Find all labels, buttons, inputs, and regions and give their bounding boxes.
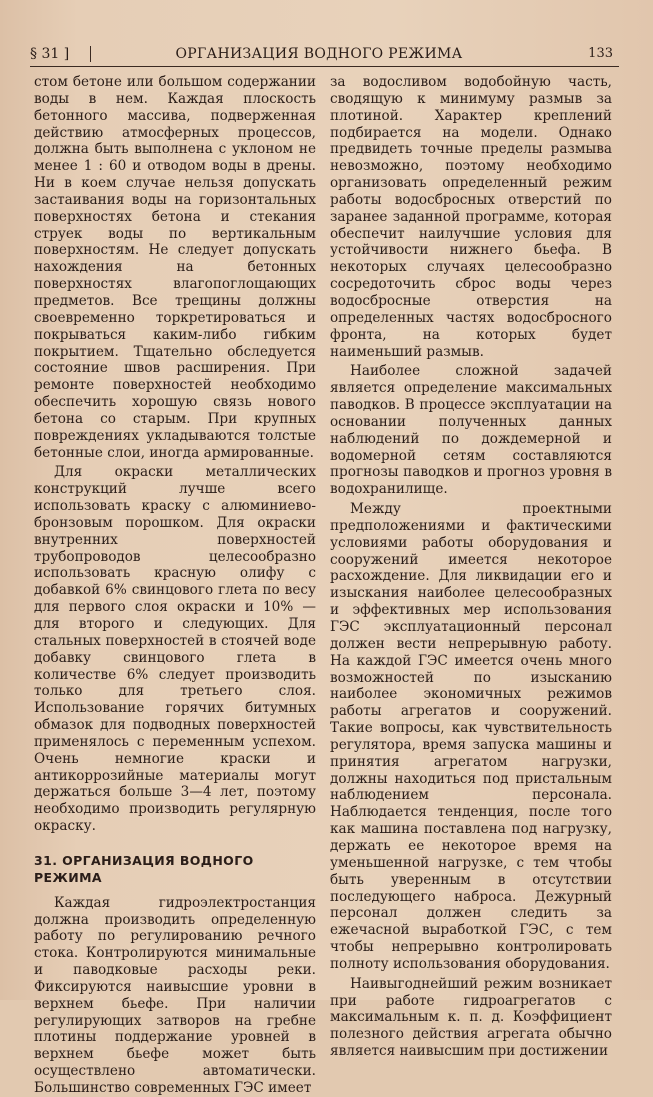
paragraph: стом бетоне или большом содержании воды в нем. Каждая плоскость бетонного массива, подверженная действию атмосферных процессов, должна быть выполнена с уклоном не менее 1 : 60 и отводом воды в дрены. Ни в коем случае нельзя допускать застаивания воды на горизонтальных поверхностях бетона и стекания струек воды по вертикальным поверхностям. Не следует допускать нахождения на бетонных поверхностях влагопоглощающих предметов. Все трещины должны своевременно торкретироваться и покрываться каким-либо гибким покрытием. Тщательно обследуется состояние швов расширения. При ремонте поверхностей необходимо обеспечить хорошую связь нового бетона со старым. При крупных повреждениях укладываются толстые бетонные слои, иногда армированные. [34,74,316,461]
paragraph: Для окраски металлических конструкций лучше всего использовать краску с алюминиево-бронзовым порошком. Для окраски внутренних поверхностей трубопроводов целесообразно использовать красную олифу с добавкой 6% свинцового глета по весу для первого слоя окраски и 10% — для второго и следующих. Для стальных поверхностей в стоячей воде добавку свинцового глета в количестве 6% следует производить только для третьего слоя. Использование горячих битумных обмазок для подводных поверхностей применялось с переменным успехом. Очень немногие краски и антикоррозийные материалы могут держаться больше 3—4 лет, поэтому необходимо производить регулярную окраску. [34,464,316,835]
left-column [34,74,316,1097]
paragraph: Наиболее сложной задачей является определение максимальных паводков. В процессе эксплуатации на основании полученных данных наблюдений по дождемерной и водомерной сетям составляются прогнозы паводков и прогноз уровня в водохранилище. [330,363,612,498]
running-header [30,40,619,67]
running-title: ОРГАНИЗАЦИЯ ВОДНОГО РЕЖИМА [90,46,539,62]
paragraph: Между проектными предположениями и фактическими условиями работы оборудования и сооружений имеется некоторое расхождение. Для ликвидации его и изыскания наиболее целесообразных и эффективных мер использования ГЭС эксплуатационный персонал должен вести непрерывную работу. На каждой ГЭС имеется очень много возможностей по изысканию наиболее экономичных режимов работы агрегатов и сооружений. Такие вопросы, как чувствительность регулятора, время запуска машины и принятия агрегатом нагрузки, должны находиться под пристальным наблюдением персонала. Наблюдается тенденция, после того как машина поставлена под нагрузку, держать ее некоторое время на уменьшенной нагрузке, с тем чтобы быть уверенным в отсутствии последующего наброса. Дежурный персонал должен следить за ежечасной выработкой ГЭС, с тем чтобы непрерывно контролировать полноту использования оборудования. [330,501,612,972]
section-marker: § 31 ] [30,46,70,62]
right-column [330,74,612,1060]
section-heading: 31. ОРГАНИЗАЦИЯ ВОДНОГО РЕЖИМА [34,852,254,885]
paragraph: Каждая гидроэлектростанция должна производить определенную работу по регулированию речного стока. Контролируются минимальные и паводковые расходы реки. Фиксируются наивысшие уровни в верхнем бьефе. При наличии регулирующих затворов на гребне плотины поддержание уровней в верхнем бьефе может быть осуществлено автоматически. Большинство современных ГЭС имеет [34,894,316,1096]
paragraph: за водосливом водобойную часть, сводящую к минимуму размыв за плотиной. Характер креплений подбирается на модели. Однако предвидеть точные пределы размыва невозможно, поэтому необходимо организовать определенный режим работы водосбросных отверстий по заранее заданной программе, которая обеспечит наилучшие условия для устойчивости нижнего бьефа. В некоторых случаях целесообразно сосредоточить сброс воды через водосбросные отверстия на определенных частях водосбросного фронта, на которых будет наименьший размыв. [330,74,612,360]
paragraph: Наивыгоднейший режим возникает при работе гидроагрегатов с максимальным к. п. д. Коэффициент полезного действия агрегата обычно является наивысшим при достижении [330,975,612,1060]
page-number: 133 [588,46,613,61]
